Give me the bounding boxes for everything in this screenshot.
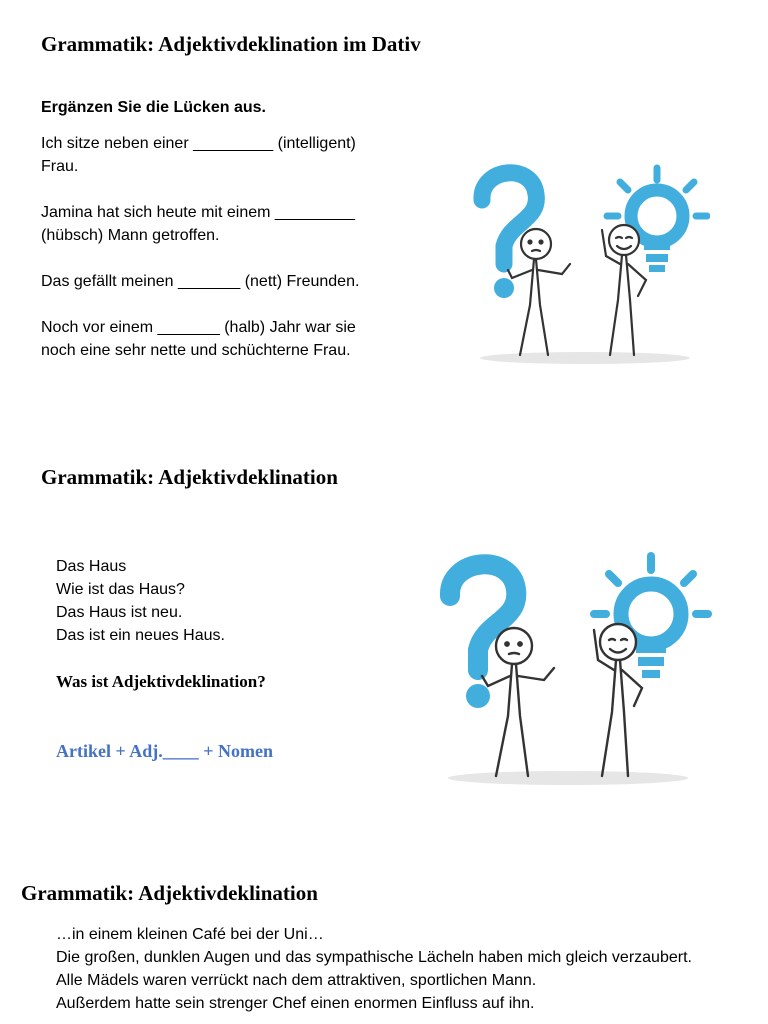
section1-title: Grammatik: Adjektivdeklination im Dativ (41, 32, 421, 56)
story-line-4: Außerdem hatte sein strenger Chef einen enormen Einfluss auf ihn. (56, 995, 535, 1012)
section2-title: Grammatik: Adjektivdeklination (41, 465, 338, 489)
stick-figure-icon (482, 628, 554, 776)
example-line-4: Das ist ein neues Haus. (56, 627, 225, 644)
stick-figure-icon (508, 229, 570, 355)
exercise-2-line-1: Jamina hat sich heute mit einem _________ (41, 204, 355, 221)
stick-figure-icon (602, 225, 646, 355)
example-lines (56, 555, 225, 647)
exercise-3-line-1: Das gefällt meinen _______ (nett) Freunden. (41, 273, 360, 290)
story-text (56, 923, 692, 1015)
exercise-4-line-2: noch eine sehr nette und schüchterne Frau. (41, 342, 351, 359)
exercise-1-line-1: Ich sitze neben einer _________ (intelligent) (41, 135, 356, 152)
story-line-2: Die großen, dunklen Augen und das sympathische Lächeln haben mich gleich verzaubert. (56, 949, 692, 966)
exercise-4-line-1: Noch vor einem _______ (halb) Jahr war sie (41, 319, 356, 336)
section1-instruction: Ergänzen Sie die Lücken aus. (41, 99, 266, 116)
declension-formula: Artikel + Adj.____ + Nomen (56, 741, 274, 761)
illustration-thinking-figures-1 (470, 160, 710, 370)
section3-title: Grammatik: Adjektivdeklination (21, 881, 318, 905)
example-line-2: Wie ist das Haus? (56, 581, 185, 598)
exercise-1-line-2: Frau. (41, 158, 79, 175)
story-line-3: Alle Mädels waren verrückt nach dem attraktiven, sportlichen Mann. (56, 972, 537, 989)
illustration-thinking-figures-2 (438, 550, 718, 790)
example-line-3: Das Haus ist neu. (56, 604, 183, 621)
exercise-list (41, 132, 359, 362)
stick-figure-icon (594, 624, 642, 776)
example-line-1: Das Haus (56, 558, 127, 575)
story-line-1: …in einem kleinen Café bei der Uni… (56, 926, 324, 943)
section2-question: Was ist Adjektivdeklination? (56, 672, 266, 691)
exercise-2-line-2: (hübsch) Mann getroffen. (41, 227, 220, 244)
